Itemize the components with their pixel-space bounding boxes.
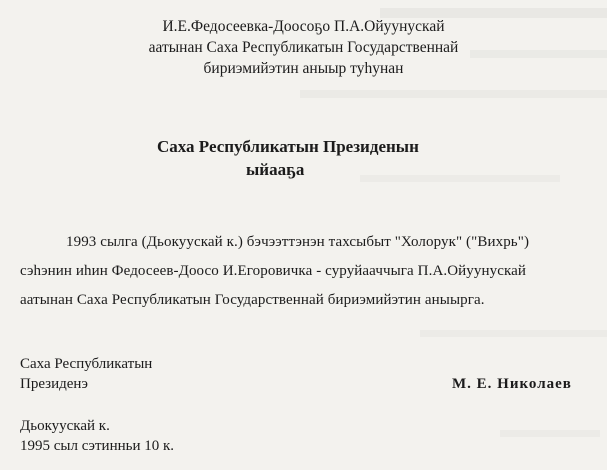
header-line-1: И.Е.Федосеевка-Доосоҕо П.А.Ойуунускай <box>162 18 445 35</box>
body-line-1: 1993 сылга (Дьокуускай к.) бэчээттэнэн тахсыбыт "Холорук" ("Вихрь") <box>66 234 530 250</box>
signatory-position-line-2: Президенэ <box>20 376 88 392</box>
body-line-2: сэһэнин иһин Федосеев-Доосо И.Егоровичка - суруйааччыга П.А.Ойуунускай <box>20 263 527 279</box>
signing-place: Дьокуускай к. <box>20 418 110 434</box>
body-line-3: аатынан Саха Республикатын Государственнай бириэмийэтин аныырга. <box>20 292 485 308</box>
header-line-3: бириэмийэтин аныыр туһунан <box>203 60 404 77</box>
header-line-2: аатынан Саха Республикатын Государственнай <box>148 39 459 56</box>
signatory-position-line-1: Саха Республикатын <box>20 356 153 372</box>
document-title-line-2: ыйааҕа <box>246 160 305 179</box>
document-header <box>0 16 607 79</box>
signatory-name: М. Е. Николаев <box>452 376 572 392</box>
signing-date: 1995 сыл сэтинньи 10 к. <box>20 438 175 454</box>
document-title: Саха Республикатын Президенын <box>157 137 419 156</box>
